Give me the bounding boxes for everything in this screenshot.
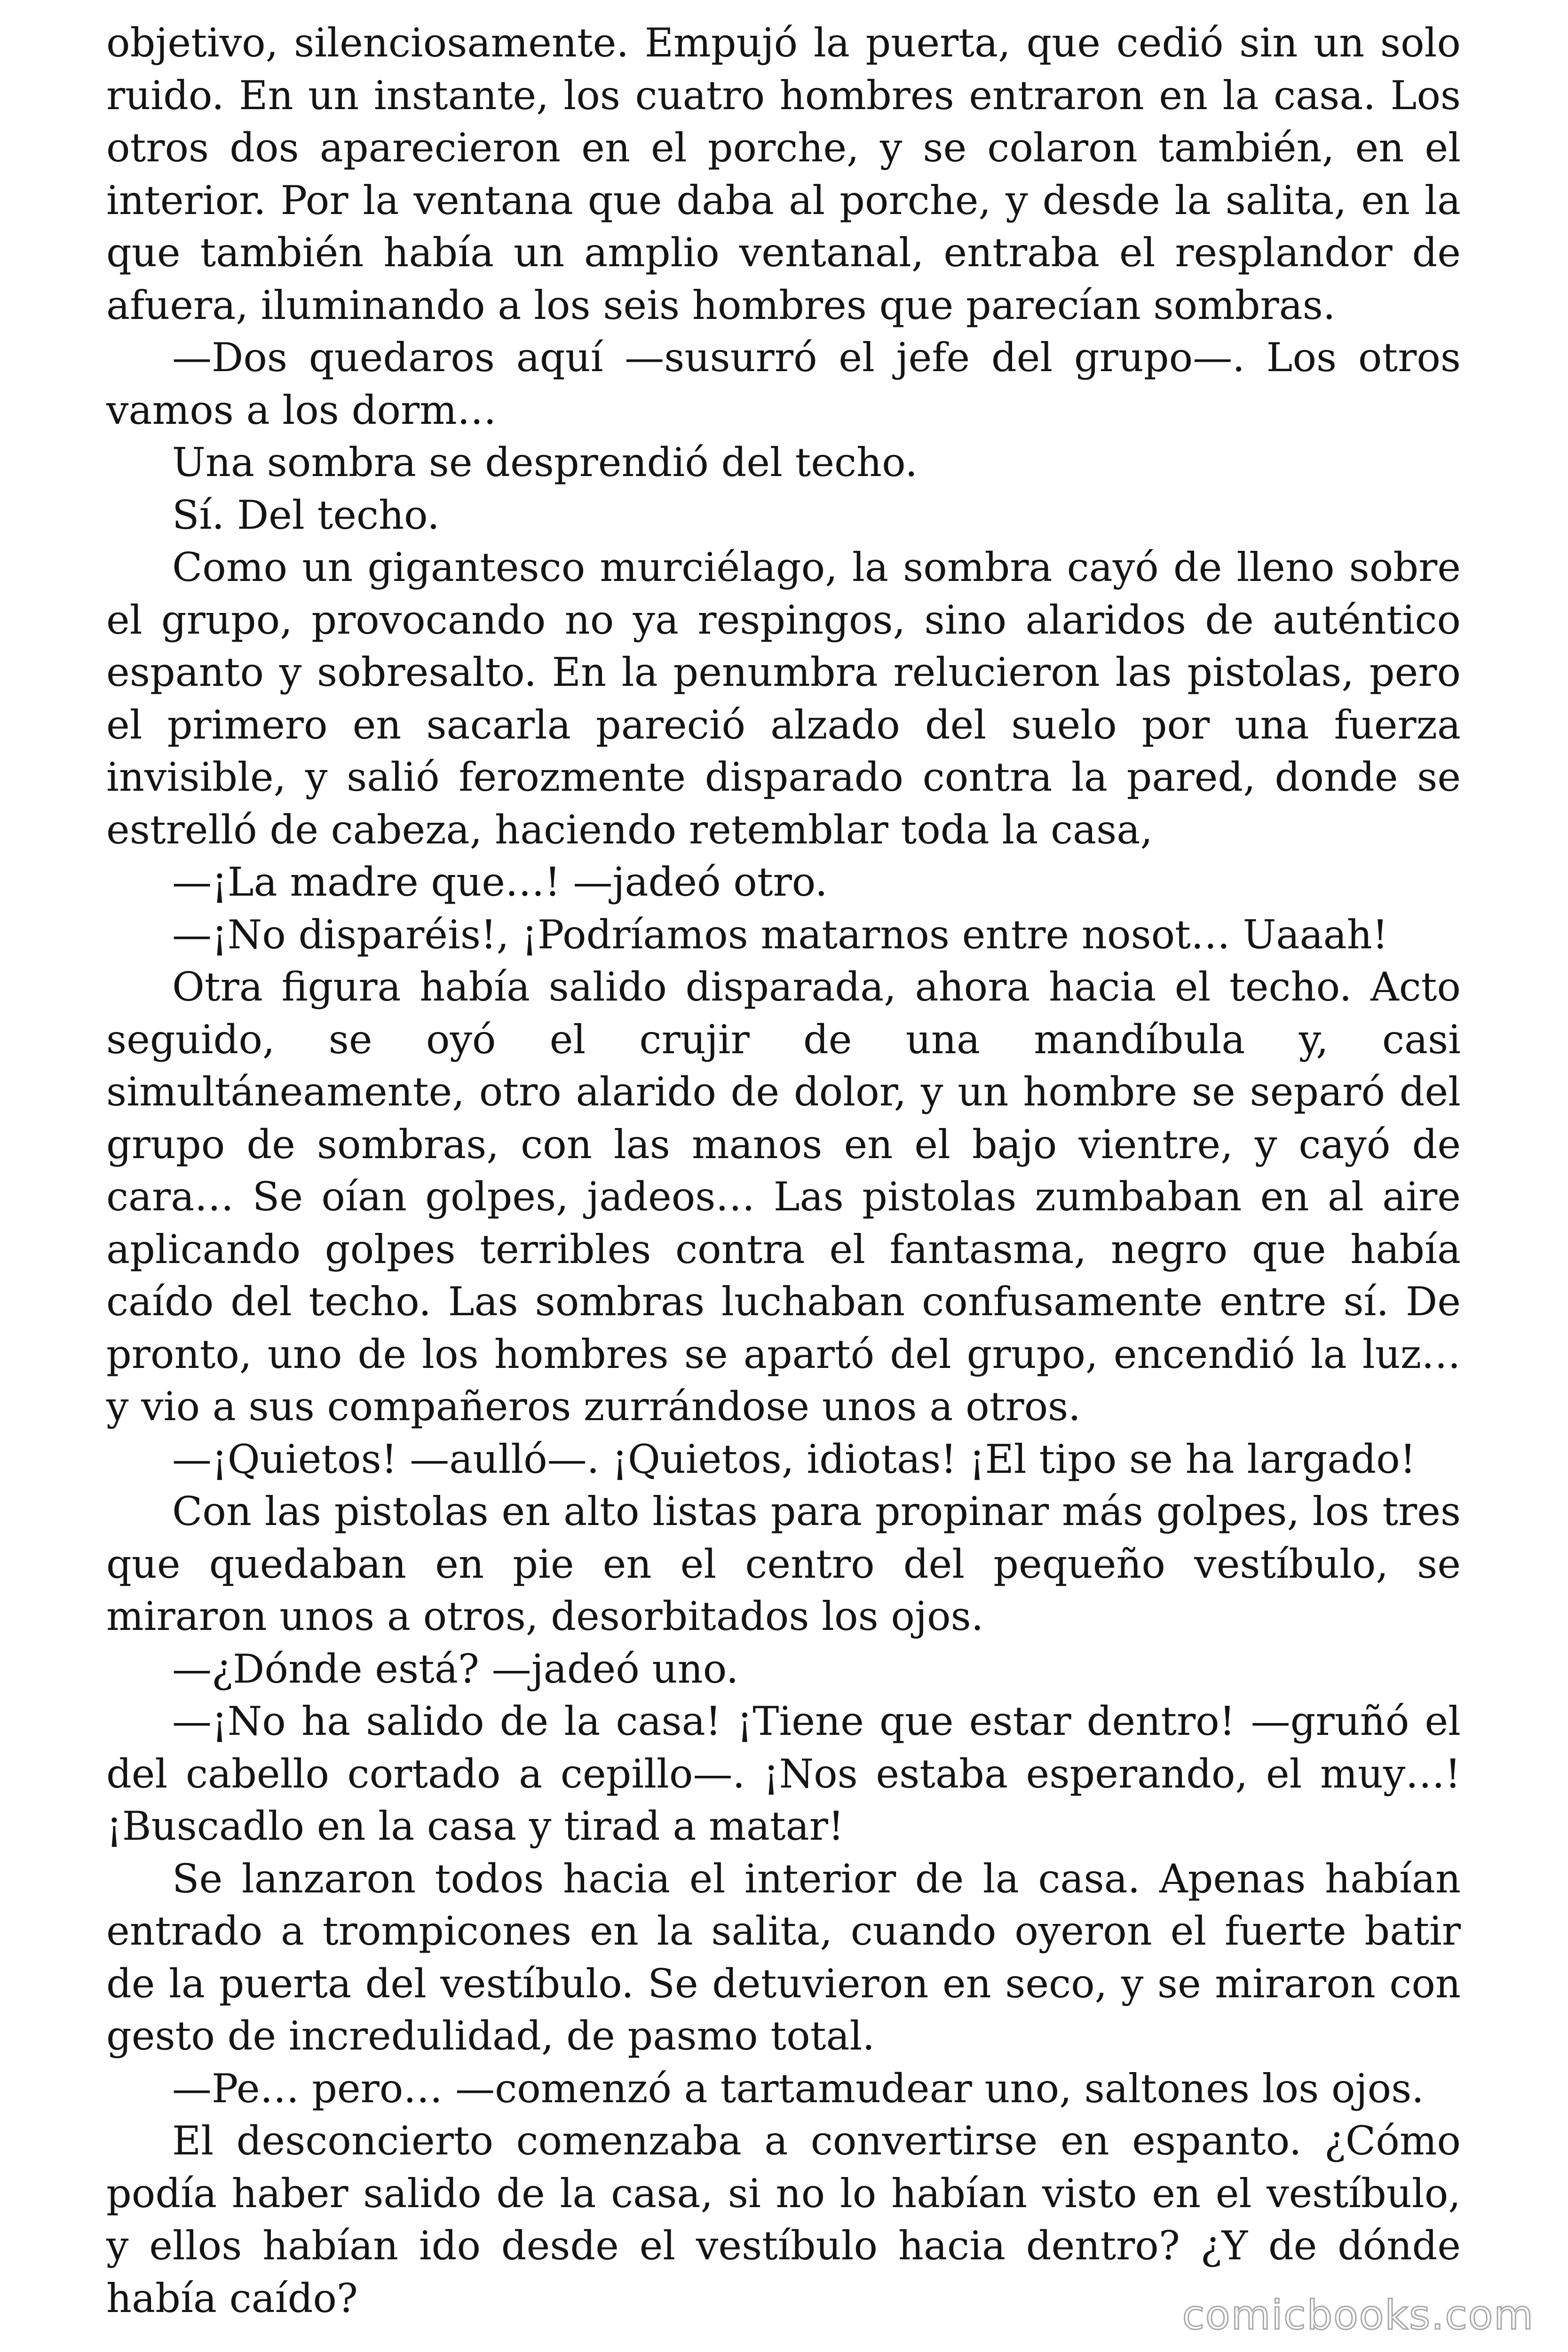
paragraph-4: Sí. Del techo. <box>172 492 440 538</box>
paragraph-13: Se lanzaron todos hacia el interior de la casa. Apenas habían entrado a trompicones en la salita, cuando oyeron el fuerte batir de la puerta del vestíbulo. Se detuvieron en seco, y se miraron con gesto de incredulidad, de pasmo total. <box>106 1855 1461 2059</box>
watermark: comicbooks.com <box>1182 2292 1534 2339</box>
paragraph-15: El desconcierto comenzaba a convertirse en espanto. ¿Cómo podía haber salido de la casa, si no lo habían visto en el vestíbulo, y ellos habían ido desde el vestíbulo hacia dentro? ¿Y de dónde había caído? <box>106 2118 1461 2321</box>
book-page <box>106 17 1461 2325</box>
paragraph-9: —¡Quietos! —aulló—. ¡Quietos, idiotas! ¡El tipo se ha largado! <box>172 1436 1416 1482</box>
paragraph-14: —Pe… pero… —comenzó a tartamudear uno, saltones los ojos. <box>172 2065 1424 2112</box>
paragraph-1: objetivo, silenciosamente. Empujó la puerta, que cedió sin un solo ruido. En un instante, los cuatro hombres entraron en la casa. Los otros dos aparecieron en el porche, y se colaron también, en el interior. Por la ventana que daba al porche, y desde la salita, en la que también había un amplio ventanal, entraba el resplandor de afuera, iluminando a los seis hombres que parecían sombras. <box>106 20 1461 328</box>
paragraph-5: Como un gigantesco murciélago, la sombra cayó de lleno sobre el grupo, provocando no ya respingos, sino alaridos de auténtico espanto y sobresalto. En la penumbra relucieron las pistolas, pero el primero en sacarla pareció alzado del suelo por una fuerza invisible, y salió ferozmente disparado contra la pared, donde se estrelló de cabeza, haciendo retemblar toda la casa, <box>106 544 1461 853</box>
paragraph-3: Una sombra se desprendió del techo. <box>172 439 918 485</box>
paragraph-11: —¿Dónde está? —jadeó uno. <box>172 1645 739 1692</box>
paragraph-8: Otra figura había salido disparada, ahora hacia el techo. Acto seguido, se oyó el crujir de una mandíbula y, casi simultáneamente, otro alarido de dolor, y un hombre se separó del grupo de sombras, con las manos en el bajo vientre, y cayó de cara… Se oían golpes, jadeos… Las pistolas zumbaban en al aire aplicando golpes terribles contra el fantasma, negro que había caído del techo. Las sombras luchaban confusamente entre sí. De pronto, uno de los hombres se apartó del grupo, encendió la luz… y vio a sus compañeros zurrándose unos a otros. <box>106 964 1461 1430</box>
paragraph-10: Con las pistolas en alto listas para propinar más golpes, los tres que quedaban en pie en el centro del pequeño vestíbulo, se miraron unos a otros, desorbitados los ojos. <box>106 1488 1461 1639</box>
paragraph-7: —¡No disparéis!, ¡Podríamos matarnos entre nosot… Uaaah! <box>172 911 1388 958</box>
paragraph-12: —¡No ha salido de la casa! ¡Tiene que estar dentro! —gruñó el del cabello cortado a cepillo—. ¡Nos estaba esperando, el muy…! ¡Buscadlo en la casa y tirad a matar! <box>106 1698 1461 1849</box>
paragraph-6: —¡La madre que…! —jadeó otro. <box>172 859 828 905</box>
paragraph-2: —Dos quedaros aquí —susurró el jefe del grupo—. Los otros vamos a los dorm… <box>106 334 1461 433</box>
